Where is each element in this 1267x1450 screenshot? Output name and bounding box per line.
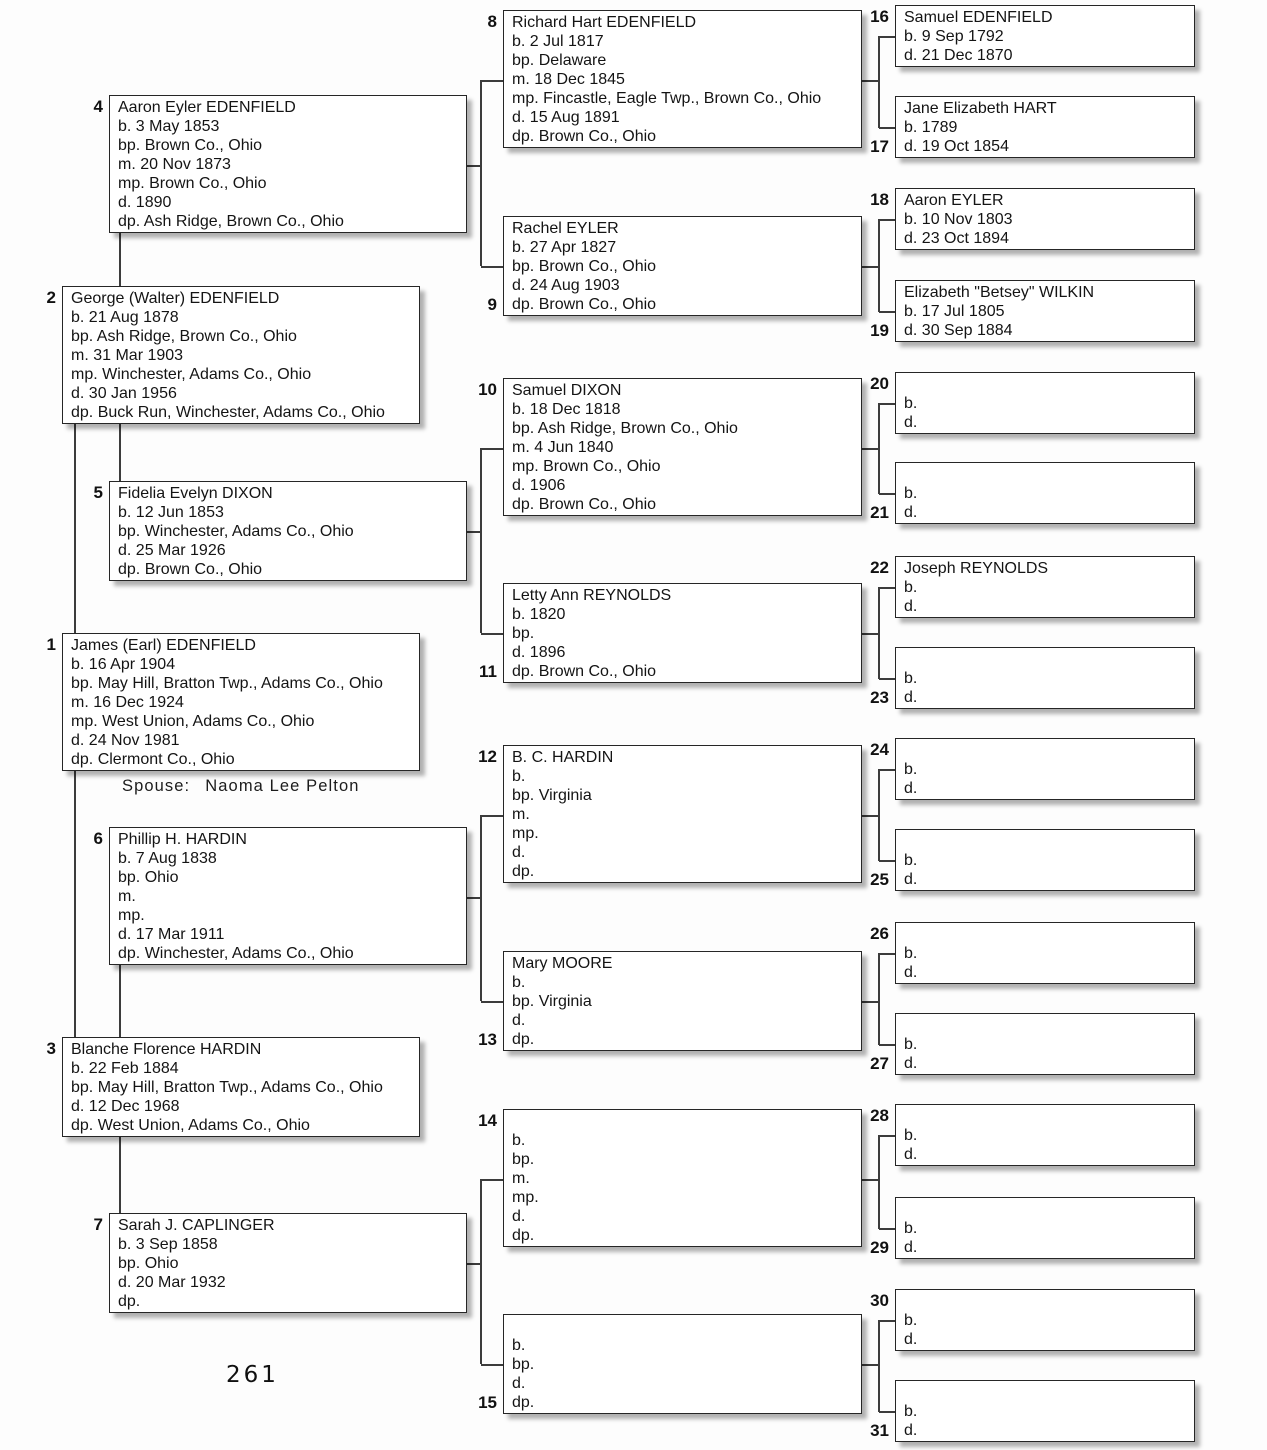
person-name [512,1112,857,1131]
person-field: dp. [512,863,535,880]
person-field: dp. Brown Co., Ohio [512,296,657,313]
person-box-29 [895,1197,1195,1259]
person-number: 18 [870,190,889,209]
person-field: d. 23 Oct 1894 [904,230,1009,247]
person-field: b. 2 Jul 1817 [512,33,604,50]
person-field: d. 15 Aug 1891 [512,109,620,126]
person-name: James (Earl) EDENFIELD [71,637,256,654]
connector-line [467,1263,481,1265]
person-field: mp. [512,825,539,842]
person-name: Blanche Florence HARDIN [71,1041,262,1058]
person-number: 16 [870,7,889,26]
person-field: b. 10 Nov 1803 [904,211,1013,228]
person-field: d. 24 Nov 1981 [71,732,180,749]
person-field: b. 7 Aug 1838 [118,850,217,867]
person-field: bp. Ash Ridge, Brown Co., Ohio [512,420,738,437]
person-box-1 [62,633,420,771]
person-field: bp. Ash Ridge, Brown Co., Ohio [71,328,297,345]
connector-line [879,403,895,405]
person-field: bp. Virginia [512,993,592,1010]
person-box-21 [895,462,1195,524]
person-field: dp. [512,1031,535,1048]
person-field: b. 16 Apr 1904 [71,656,176,673]
person-box-19 [895,280,1195,342]
person-field: dp. Brown Co., Ohio [118,561,263,578]
person-name: Elizabeth "Betsey" WILKIN [904,284,1095,301]
person-field: dp. [512,1394,535,1411]
person-box-22 [895,556,1195,618]
person-number: 26 [870,924,889,943]
person-number: 29 [870,1238,889,1257]
person-field: d. 30 Jan 1956 [71,385,177,402]
person-number: 20 [870,374,889,393]
connector-line [119,1137,121,1213]
connector-line [862,448,878,450]
person-field: dp. [512,1227,535,1244]
person-name: B. C. HARDIN [512,749,614,766]
person-field: d. [904,1239,918,1256]
connector-line [480,815,482,1001]
person-field: d. 12 Dec 1968 [71,1098,180,1115]
person-number: 8 [487,12,497,31]
person-field: d. [512,1375,526,1392]
spouse-name: Naoma Lee Pelton [205,777,360,795]
person-field: dp. Brown Co., Ohio [512,128,657,145]
person-box-15 [503,1314,862,1414]
person-number: 14 [478,1111,497,1130]
person-field: bp. Ohio [118,869,179,886]
connector-line [119,424,121,481]
connector-line [119,233,121,286]
person-box-14 [503,1109,862,1247]
person-field: bp. [512,1151,535,1168]
person-box-27 [895,1013,1195,1075]
person-box-4 [109,95,467,233]
person-name [904,1016,1190,1035]
person-field: b. 3 May 1853 [118,118,220,135]
person-name: Joseph REYNOLDS [904,560,1049,577]
person-number: 30 [870,1291,889,1310]
person-field: d. [904,780,918,797]
connector-line [862,1364,878,1366]
person-field: m. 20 Nov 1873 [118,156,231,173]
connector-line [879,953,895,955]
person-field: b. 3 Sep 1858 [118,1236,218,1253]
connector-line [878,219,880,312]
person-field: bp. [512,625,535,642]
person-field: bp. Brown Co., Ohio [118,137,263,154]
person-box-17 [895,96,1195,158]
person-field: d. 17 Mar 1911 [118,926,225,943]
person-box-30 [895,1289,1195,1351]
person-field: d. [512,1208,526,1225]
connector-line [119,965,121,1037]
person-field: b. [904,1220,918,1237]
person-box-10 [503,378,862,516]
person-name [512,1317,857,1336]
person-box-28 [895,1104,1195,1166]
connector-line [879,36,895,38]
connector-line [480,80,482,266]
connector-line [878,587,880,679]
person-field: bp. Ohio [118,1255,179,1272]
person-box-24 [895,738,1195,800]
connector-line [878,36,880,128]
person-field: b. 12 Jun 1853 [118,504,224,521]
person-box-12 [503,745,862,883]
person-field: d. 25 Mar 1926 [118,542,226,559]
person-field: b. [904,579,918,596]
person-number: 31 [870,1421,889,1440]
person-field: d. [512,844,526,861]
spouse-line [122,777,360,796]
person-field: dp. Clermont Co., Ohio [71,751,235,768]
connector-line [879,311,895,313]
person-field: dp. Brown Co., Ohio [512,663,657,680]
connector-line [879,678,895,680]
person-number: 7 [93,1215,103,1234]
connector-line [878,1135,880,1229]
connector-line [879,1228,895,1230]
person-field: b. [904,670,918,687]
person-field: d. [904,1331,918,1348]
person-field: m. 18 Dec 1845 [512,71,625,88]
person-field: d. [904,689,918,706]
person-name: Samuel DIXON [512,382,622,399]
person-field: b. [904,395,918,412]
page-number: 261 [226,1362,279,1388]
person-box-7 [109,1213,467,1313]
person-name: Aaron EYLER [904,192,1004,209]
connector-line [481,80,503,82]
person-field: b. 1789 [904,119,958,136]
person-field: b. [512,1132,526,1149]
person-name: Fidelia Evelyn DIXON [118,485,273,502]
person-field: b. [904,485,918,502]
person-number: 10 [478,380,497,399]
connector-line [467,897,481,899]
person-field: d. 21 Dec 1870 [904,47,1013,64]
person-field: dp. West Union, Adams Co., Ohio [71,1117,310,1134]
person-field: b. [904,1403,918,1420]
person-name: Aaron Eyler EDENFIELD [118,99,296,116]
person-field: m. 31 Mar 1903 [71,347,184,364]
person-field: m. [512,1170,530,1187]
person-name [904,1292,1190,1311]
person-name: Sarah J. CAPLINGER [118,1217,275,1234]
person-field: m. 16 Dec 1924 [71,694,184,711]
person-name: Richard Hart EDENFIELD [512,14,697,31]
connector-line [862,633,878,635]
person-box-16 [895,5,1195,67]
person-field: dp. [118,1293,141,1310]
connector-line [481,633,503,635]
person-field: dp. Buck Run, Winchester, Adams Co., Ohio [71,404,385,421]
person-field: dp. Ash Ridge, Brown Co., Ohio [118,213,344,230]
person-name: Jane Elizabeth HART [904,100,1057,117]
connector-line [481,448,503,450]
connector-line [480,448,482,633]
person-field: d. 19 Oct 1854 [904,138,1009,155]
person-field: d. 1906 [512,477,566,494]
person-field: bp. Virginia [512,787,592,804]
person-name [904,925,1190,944]
person-name: Mary MOORE [512,955,613,972]
person-field: d. [512,1012,526,1029]
connector-line [481,1364,503,1366]
person-number: 22 [870,558,889,577]
connector-line [878,953,880,1045]
person-name: Samuel EDENFIELD [904,9,1053,26]
person-number: 15 [478,1393,497,1412]
connector-line [878,769,880,861]
person-field: d. 20 Mar 1932 [118,1274,226,1291]
connector-line [879,219,895,221]
person-number: 19 [870,321,889,340]
connector-line [879,127,895,129]
connector-line [879,1044,895,1046]
person-number: 2 [46,288,56,307]
person-field: d. [904,1146,918,1163]
person-number: 12 [478,747,497,766]
person-field: mp. Fincastle, Eagle Twp., Brown Co., Ohio [512,90,822,107]
person-field: bp. Delaware [512,52,607,69]
connector-line [879,1135,895,1137]
person-name [904,832,1190,851]
person-number: 17 [870,137,889,156]
person-box-31 [895,1380,1195,1442]
person-number: 5 [93,483,103,502]
person-box-5 [109,481,467,581]
person-number: 24 [870,740,889,759]
person-field: bp. Brown Co., Ohio [512,258,657,275]
person-number: 4 [93,97,103,116]
connector-line [879,769,895,771]
person-name [904,465,1190,484]
connector-line [74,771,76,1037]
connector-line [481,266,503,268]
person-name [904,1107,1190,1126]
connector-line [862,80,878,82]
person-name: Phillip H. HARDIN [118,831,247,848]
connector-line [879,1320,895,1322]
person-field: b. [904,945,918,962]
connector-line [467,531,481,533]
person-field: b. [904,852,918,869]
spouse-label: Spouse: [122,777,191,795]
person-name [904,650,1190,669]
person-box-6 [109,827,467,965]
person-field: b. [904,1312,918,1329]
person-number: 25 [870,870,889,889]
person-field: b. 9 Sep 1792 [904,28,1004,45]
person-box-11 [503,583,862,683]
person-field: dp. Winchester, Adams Co., Ohio [118,945,354,962]
person-field: d. [904,1055,918,1072]
person-field: bp. May Hill, Bratton Twp., Adams Co., Ohio [71,675,383,692]
person-number: 28 [870,1106,889,1125]
person-field: mp. Brown Co., Ohio [512,458,661,475]
person-field: mp. Brown Co., Ohio [118,175,267,192]
person-box-25 [895,829,1195,891]
person-field: d. 30 Sep 1884 [904,322,1013,339]
person-field: b. [512,768,526,785]
person-box-2 [62,286,420,424]
person-field: d. [904,1422,918,1439]
person-field: d. [904,964,918,981]
connector-line [862,1001,878,1003]
connector-line [879,860,895,862]
person-field: m. 4 Jun 1840 [512,439,614,456]
person-field: b. [904,1036,918,1053]
connector-line [878,1320,880,1412]
connector-line [862,1179,878,1181]
person-box-8 [503,10,862,148]
person-number: 9 [487,295,497,314]
person-field: bp. Winchester, Adams Co., Ohio [118,523,354,540]
person-field: mp. [512,1189,539,1206]
person-field: b. [512,974,526,991]
person-box-20 [895,372,1195,434]
person-box-9 [503,216,862,316]
person-box-13 [503,951,862,1051]
person-field: b. 18 Dec 1818 [512,401,621,418]
connector-line [862,266,878,268]
person-field: d. [904,598,918,615]
person-field: b. 17 Jul 1805 [904,303,1005,320]
person-field: d. 1896 [512,644,566,661]
connector-line [878,403,880,494]
connector-line [879,493,895,495]
person-number: 21 [870,503,889,522]
person-box-23 [895,647,1195,709]
person-field: d. 1890 [118,194,172,211]
person-name [904,1383,1190,1402]
person-name [904,375,1190,394]
person-box-26 [895,922,1195,984]
person-field: b. [904,1127,918,1144]
connector-line [481,1179,503,1181]
person-field: b. [512,1337,526,1354]
connector-line [480,1179,482,1364]
person-box-3 [62,1037,420,1137]
person-field: mp. [118,907,145,924]
person-field: b. 27 Apr 1827 [512,239,617,256]
person-field: b. 22 Feb 1884 [71,1060,179,1077]
person-number: 1 [46,635,56,654]
person-field: b. 21 Aug 1878 [71,309,179,326]
connector-line [481,815,503,817]
connector-line [879,1411,895,1413]
person-field: d. [904,414,918,431]
connector-line [481,1001,503,1003]
person-field: m. [118,888,136,905]
person-name: George (Walter) EDENFIELD [71,290,280,307]
connector-line [879,587,895,589]
person-field: b. 1820 [512,606,566,623]
person-number: 23 [870,688,889,707]
person-number: 27 [870,1054,889,1073]
person-field: m. [512,806,530,823]
person-name [904,741,1190,760]
person-field: mp. Winchester, Adams Co., Ohio [71,366,312,383]
person-field: bp. [512,1356,535,1373]
person-field: d. [904,871,918,888]
person-field: mp. West Union, Adams Co., Ohio [71,713,315,730]
person-number: 13 [478,1030,497,1049]
person-number: 11 [479,662,497,681]
person-field: d. [904,504,918,521]
connector-line [467,165,481,167]
connector-line [74,424,76,633]
person-field: dp. Brown Co., Ohio [512,496,657,513]
person-number: 6 [93,829,103,848]
person-name: Letty Ann REYNOLDS [512,587,672,604]
person-name: Rachel EYLER [512,220,619,237]
person-field: b. [904,761,918,778]
person-number: 3 [46,1039,56,1058]
connector-line [862,815,878,817]
person-name [904,1200,1190,1219]
person-box-18 [895,188,1195,250]
person-field: d. 24 Aug 1903 [512,277,620,294]
person-field: bp. May Hill, Bratton Twp., Adams Co., Ohio [71,1079,383,1096]
